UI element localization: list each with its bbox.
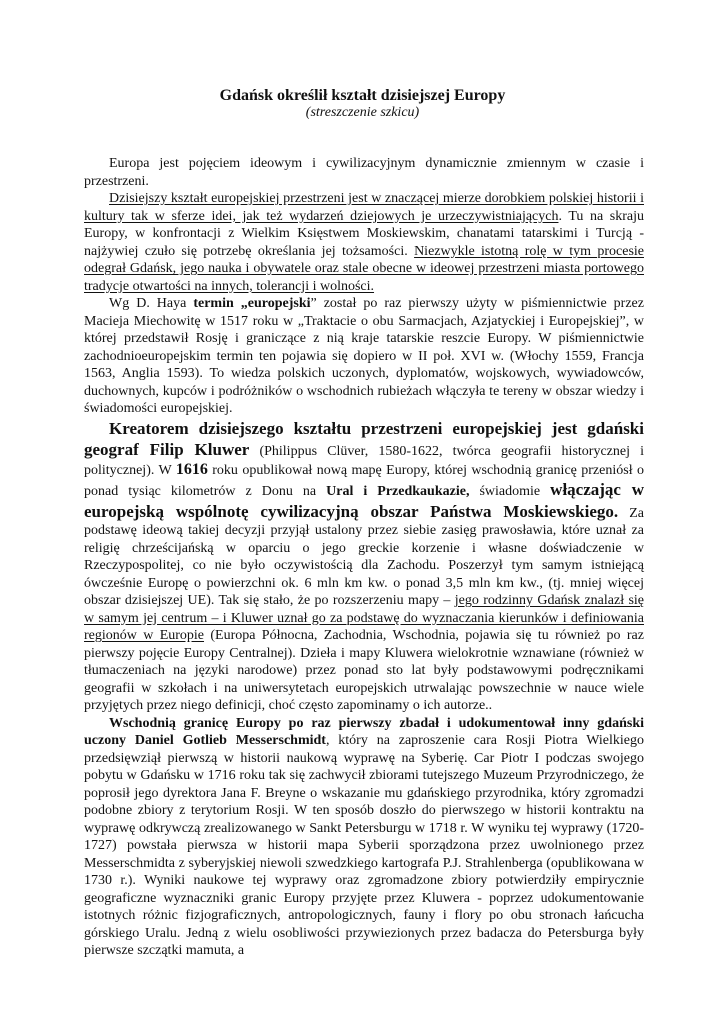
p1-text: Europa jest pojęciem ideowym i cywilizacyjnym dynamicznie zmiennym w czasie i przestrzeni. xyxy=(84,156,644,189)
p4-bold-1: Ural i Przedkaukazie, xyxy=(326,484,470,499)
p3-bold-term: termin „europejski xyxy=(193,296,311,311)
p4-big-2: włączając w europejską wspólnotę cywilizacyjną obszar Państwa Moskiewskiego. xyxy=(84,480,645,521)
p4-underlined-1: jego rodzinny Gdańsk znalazł się w samym jej centrum – i Kluwer uznał go za podstawę do wyznaczania kierunków i definiowania regionów w Europie xyxy=(84,593,644,643)
p2-underlined-2: Niezwykle istotną rolę w tym procesie odegrał Gdańsk, jego nauka i obywatele oraz stale obecne w ideowej przestrzeni miasta portowego tradycje otwartości na innych, tolerancji i wolności. xyxy=(84,243,644,294)
p4-text-4: Za podstawę ideową takiej decyzji przyjął ustalony przez siebie zasięg prawosławia, które uznał za religię chrześcijańską w oparciu o jego greckie korzenie i własne doświadczenie w Rzeczypospolitej, co nie było oczywistością dla Zachodu. Poszerzył tym samym istniejącą ówcześnie Europę o powierzchni ok. 6 mln km kw. o ponad 3,5 mln km kw., (tj. mniej więcej obszar dzisiejszej UE). Tak się stało, że po rozszerzeniu mapy – xyxy=(84,505,645,608)
p4-text-3: świadomie xyxy=(469,484,551,499)
p5-bold-1: Wschodnią granicę Europy po raz pierwszy zbadał i udokumentował inny gdański uczony Daniel Gotlieb Messerschmidt xyxy=(84,715,644,748)
p2-text-1: . Tu na skraju Europy, w konfrontacji z Wielkim Księstwem Moskiewskim, chanatami tatarskimi i Turcją - najżywiej czuło się potrzebę określania jej tożsamości. xyxy=(84,208,645,259)
paragraph-5 xyxy=(84,715,644,960)
p4-big-1: Kreatorem dzisiejszego kształtu przestrzeni europejskiej jest gdański geograf Filip Kluwer xyxy=(84,418,644,459)
p4-text-5: (Europa Północna, Zachodnia, Wschodnia, pojawia się tu również po raz pierwszy pojęcie Europy Centralnej). Dzieła i mapy Kluwera wielokrotnie wznawiane (również w tłumaczeniach na języki narodowe) przez ponad sto lat były podstawowymi podręcznikami geografii w szkołach i na uniwersytetach europejskich utrwalając powszechnie w nauce wiele przyjętych przez niego definicji, choć często zapominamy o ich autorze.. xyxy=(84,628,644,713)
p3-text-1: Wg D. Haya xyxy=(109,296,194,311)
p4-text-1: (Philippus Clüver, 1580-1622, twórca geografii historycznej i politycznej). W xyxy=(84,444,644,478)
paragraph-3 xyxy=(84,295,644,418)
p4-text-2: roku opublikował nową mapę Europy, której wschodnią granicę przeniósł o ponad tysiąc kilometrów z Donu na xyxy=(84,462,644,499)
document-subtitle: (streszczenie szkicu) xyxy=(305,105,420,120)
paragraph-4 xyxy=(84,418,644,715)
paragraph-2 xyxy=(84,190,644,295)
p4-year: 1616 xyxy=(175,460,208,478)
p3-text-2: ” został po raz pierwszy użyty w piśmiennictwie przez Macieja Miechowitę w 1517 roku w „Traktacie o obu Sarmacjach, Azjatyckiej i Europejskiej”, w której przedstawił Rosję i graniczące z nią kraje tatarskie reszcie Europy. W piśmiennictwie zachodnioeuropejskim termin ten pojawia się dopiero w II poł. XVI w. (Włochy 1559, Francja 1563, Anglia 1593). To wiedza polskich uczonych, dyplomatów, wojskowych, wywiadowców, duchownych, kupców i podróżników o wschodnich rubieżach włączyła te tereny w obszar wiedzy i świadomości europejskiej. xyxy=(84,296,644,416)
p5-text-1: , który na zaproszenie cara Rosji Piotra Wielkiego przedsięwziął pierwszą w historii naukową wyprawę na Syberię. Car Piotr I podczas swojego pobytu w Gdańsku w 1716 roku tak się zachwycił zbiorami tutejszego Muzeum Przyrodniczego, że poprosił jego dyrektora Jana F. Breyne o wskazanie mu gdańskiego przyrodnika, który zgromadzi podobne zbiory z terytorium Rosji. W ten sposób doszło do pierwszego w historii kontraktu na wyprawę odkrywczą zrealizowanego w Sankt Petersburgu w 1718 r. W wyniku tej wyprawy (1720-1727) powstała pierwsza w historii mapa Syberii sporządzona przez uwolnionego przez Messerschmidta z syberyjskiej niewoli szwedzkiego kartografa P.J. Strahlenberga (opublikowana w 1730 r.). Wyniki naukowe tej wyprawy oraz zgromadzone zbiory potwierdziły empirycznie geograficzne wyznaczniki granic Europy przyjęte przez Kluwera - poprzez udokumentowanie istotnych różnic fizjograficznych, antropologicznych, fauny i flory po obu stronach łańcucha górskiego Uralu. Jedną z wielu osobliwości przywiezionych przez badacza do Petersburga były pierwsze szczątki mamuta, a xyxy=(84,733,644,958)
paragraph-1 xyxy=(84,155,644,190)
document-title: Gdańsk określił kształt dzisiejszej Europy xyxy=(219,87,506,104)
p2-underlined-1: Dzisiejszy kształt europejskiej przestrzeni jest w znaczącej mierze dorobkiem polskiej historii i kultury tak w sferze idei, jak też wydarzeń dziejowych je urzeczywistniających xyxy=(84,191,644,224)
document-body xyxy=(84,155,644,960)
